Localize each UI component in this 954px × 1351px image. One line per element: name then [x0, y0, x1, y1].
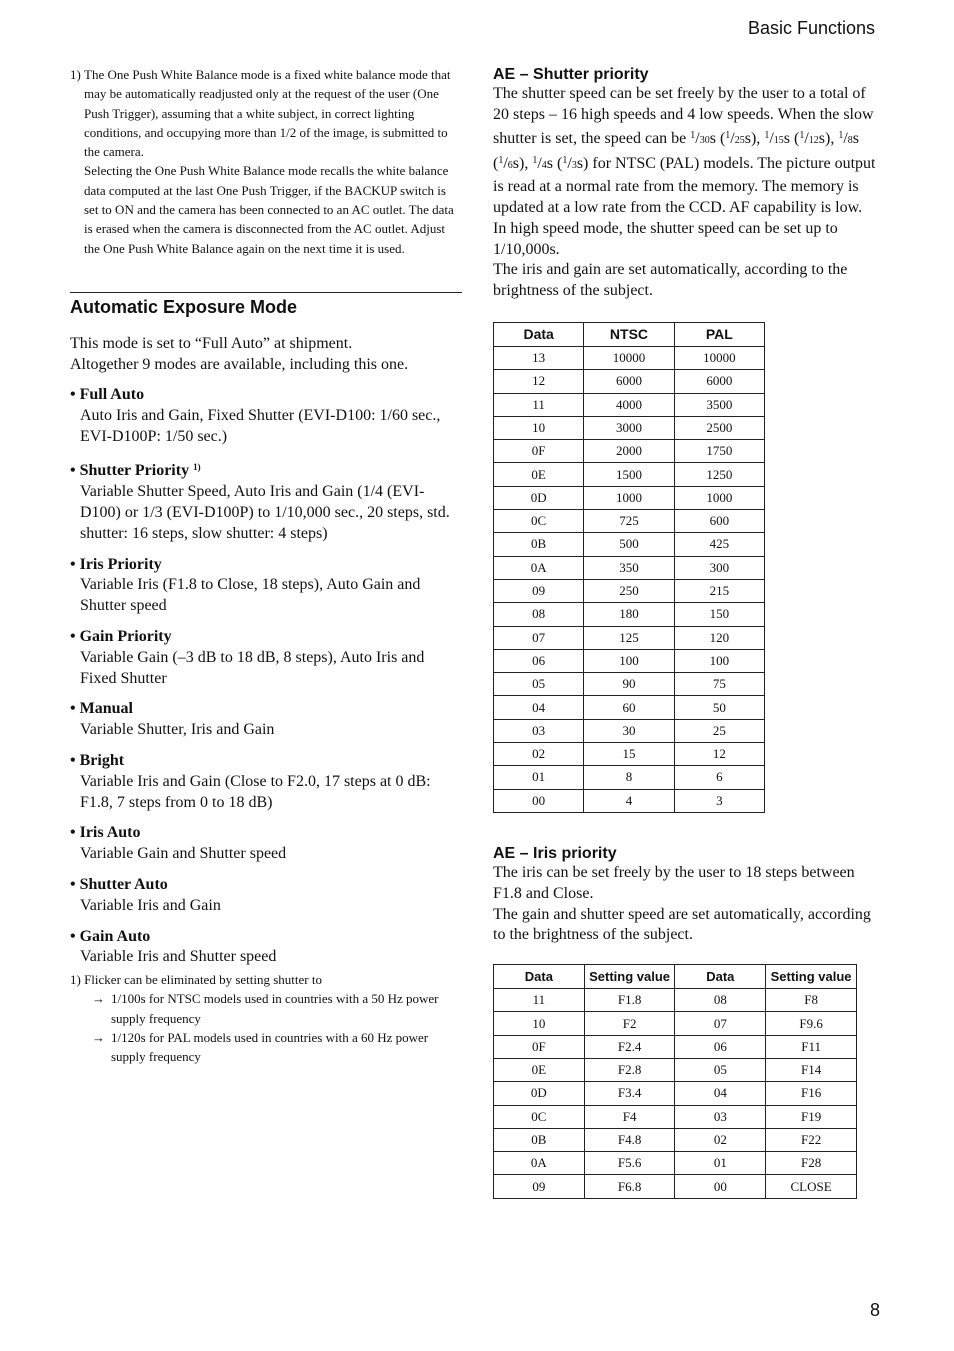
mode-title-text: • Shutter Auto — [70, 875, 168, 893]
mode-title-text: • Gain Priority — [70, 627, 172, 645]
table-cell: 250 — [584, 579, 674, 602]
shutter-priority-heading: AE – Shutter priority — [493, 66, 649, 83]
intro-line-1: This mode is set to “Full Auto” at shipment. — [70, 334, 353, 352]
table-cell: 08 — [494, 603, 584, 626]
table-header-row — [494, 322, 765, 346]
table-cell: 3000 — [584, 416, 674, 439]
table-cell: 0A — [494, 1152, 585, 1175]
section-intro — [70, 333, 462, 375]
table-cell: 2000 — [584, 440, 674, 463]
table-row — [494, 579, 765, 602]
table-row — [494, 510, 765, 533]
table-cell: 0F — [494, 1035, 585, 1058]
mode-title-text: • Full Auto — [70, 385, 145, 403]
table-cell: 0F — [494, 440, 584, 463]
table-row — [494, 989, 857, 1012]
table-cell: 6000 — [584, 370, 674, 393]
table-cell: F6.8 — [584, 1175, 675, 1198]
mode-description: Variable Gain and Shutter speed — [80, 845, 287, 863]
white-balance-note — [70, 65, 462, 258]
table-cell: 2500 — [674, 416, 764, 439]
column-header: Data — [494, 965, 585, 989]
table-row — [494, 696, 765, 719]
table-cell: F9.6 — [766, 1012, 857, 1035]
mode-title — [70, 823, 462, 844]
mode-item — [70, 457, 462, 544]
table-cell: F1.8 — [584, 989, 675, 1012]
column-header: Data — [494, 322, 584, 346]
table-cell: 08 — [675, 989, 766, 1012]
table-cell: 60 — [584, 696, 674, 719]
left-column — [70, 65, 462, 1067]
table-cell: 0A — [494, 556, 584, 579]
table-cell: CLOSE — [766, 1175, 857, 1198]
table-cell: 00 — [494, 789, 584, 812]
table-cell: 0D — [494, 486, 584, 509]
table-cell: 25 — [674, 719, 764, 742]
table-cell: 3 — [674, 789, 764, 812]
table-cell: 0C — [494, 1105, 585, 1128]
table-cell: 1000 — [674, 486, 764, 509]
table-cell: F19 — [766, 1105, 857, 1128]
table-cell: 75 — [674, 673, 764, 696]
table-cell: 09 — [494, 1175, 585, 1198]
footnote-item-pal-text: 1/120s for PAL models used in countries with a 60 Hz power supply frequency — [111, 1029, 429, 1065]
table-cell: 01 — [675, 1152, 766, 1175]
table-cell: 06 — [494, 649, 584, 672]
table-row — [494, 1035, 857, 1058]
mode-title-text: • Gain Auto — [70, 927, 151, 945]
table-cell: 1750 — [674, 440, 764, 463]
table-body — [494, 989, 857, 1199]
mode-title — [70, 751, 462, 772]
table-row — [494, 463, 765, 486]
table-row — [494, 743, 765, 766]
table-cell: 215 — [674, 579, 764, 602]
mode-list — [70, 385, 462, 968]
mode-item — [70, 627, 462, 689]
table-cell: 30 — [584, 719, 674, 742]
table-cell: 02 — [675, 1128, 766, 1151]
shutter-priority-paragraph-3: The iris and gain are set automatically, according to the brightness of the subject. — [493, 261, 848, 300]
table-cell: F14 — [766, 1058, 857, 1081]
table-cell: 10000 — [584, 346, 674, 369]
shutter-text-a: The shutter speed can be set freely by the user to a total of 20 steps – 16 high speeds and 4 low speeds. When the slow shutter is set, the speed can be — [493, 85, 874, 147]
mode-description: Variable Iris (F1.8 to Close, 18 steps), Auto Gain and Shutter speed — [80, 576, 421, 615]
table-cell: 8 — [584, 766, 674, 789]
table-cell: F28 — [766, 1152, 857, 1175]
table-cell: 0C — [494, 510, 584, 533]
column-header: PAL — [674, 322, 764, 346]
table-row — [494, 673, 765, 696]
table-cell: 00 — [675, 1175, 766, 1198]
table-cell: 01 — [494, 766, 584, 789]
table-row — [494, 719, 765, 742]
table-cell: 06 — [675, 1035, 766, 1058]
table-cell: 100 — [584, 649, 674, 672]
section-divider — [70, 292, 462, 293]
flicker-footnote — [70, 970, 462, 1066]
table-cell: 11 — [494, 989, 585, 1012]
table-row — [494, 1105, 857, 1128]
table-cell: 600 — [674, 510, 764, 533]
table-header-row — [494, 965, 857, 989]
table-cell: 09 — [494, 579, 584, 602]
footnote-item-pal — [70, 1028, 462, 1067]
mode-title-text: • Iris Priority — [70, 555, 162, 573]
table-cell: 04 — [494, 696, 584, 719]
table-cell: F5.6 — [584, 1152, 675, 1175]
mode-item — [70, 823, 462, 865]
table-cell: 425 — [674, 533, 764, 556]
mode-title-text: • Shutter Priority — [70, 462, 190, 480]
table-cell: 125 — [584, 626, 674, 649]
table-row — [494, 1152, 857, 1175]
column-header: Data — [675, 965, 766, 989]
page-number: 8 — [870, 1300, 881, 1320]
mode-title — [70, 875, 462, 896]
mode-title — [70, 699, 462, 720]
mode-item — [70, 751, 462, 813]
mode-title — [70, 385, 462, 406]
footnote-item-ntsc — [70, 989, 462, 1028]
table-cell: 13 — [494, 346, 584, 369]
table-row — [494, 1128, 857, 1151]
table-cell: 10 — [494, 416, 584, 439]
table-body — [494, 346, 765, 812]
table-cell: 1500 — [584, 463, 674, 486]
table-cell: F8 — [766, 989, 857, 1012]
table-cell: 10000 — [674, 346, 764, 369]
mode-item — [70, 385, 462, 447]
table-cell: 180 — [584, 603, 674, 626]
table-cell: F11 — [766, 1035, 857, 1058]
right-column — [493, 66, 885, 1199]
table-row — [494, 626, 765, 649]
shutter-text-b: for NTSC (PAL) models. The picture output is read at a normal rate from the memory. The memory is updated at a low rate from the CCD. AF capability is low. — [493, 155, 876, 216]
table-cell: 6 — [674, 766, 764, 789]
table-row — [494, 1012, 857, 1035]
arrow-right-icon: → — [92, 991, 105, 1007]
table-cell: 50 — [674, 696, 764, 719]
iris-priority-heading: AE – Iris priority — [493, 844, 617, 862]
table-row — [494, 1082, 857, 1105]
table-cell: 04 — [675, 1082, 766, 1105]
table-cell: 07 — [494, 626, 584, 649]
note-paragraph-1: The One Push White Balance mode is a fixed white balance mode that may be automatically readjusted only at the request of the user (One Push Trigger), assuming that a white subject, in correct lighting conditions, and occupying more than 1/2 of the image, is submitted to the camera. — [84, 67, 451, 160]
mode-description: Variable Iris and Gain — [80, 896, 221, 914]
table-cell: 100 — [674, 649, 764, 672]
table-cell: F3.4 — [584, 1082, 675, 1105]
mode-description: Auto Iris and Gain, Fixed Shutter (EVI-D100: 1/60 sec., EVI-D100P: 1/50 sec.) — [80, 406, 441, 445]
table-cell: 725 — [584, 510, 674, 533]
note-number: 1) — [70, 67, 81, 82]
table-cell: 03 — [494, 719, 584, 742]
table-row — [494, 649, 765, 672]
mode-description: Variable Shutter, Iris and Gain — [80, 721, 275, 739]
table-cell: 12 — [494, 370, 584, 393]
table-row — [494, 416, 765, 439]
section-title: Automatic Exposure Mode — [70, 296, 298, 317]
table-cell: 500 — [584, 533, 674, 556]
table-cell: 1000 — [584, 486, 674, 509]
table-cell: 0B — [494, 1128, 585, 1151]
mode-title-text: • Iris Auto — [70, 824, 141, 842]
table-cell: F4.8 — [584, 1128, 675, 1151]
iris-setting-table — [493, 964, 857, 1199]
mode-item — [70, 927, 462, 969]
shutter-speed-table — [493, 322, 765, 813]
table-cell: 05 — [675, 1058, 766, 1081]
table-cell: 0E — [494, 1058, 585, 1081]
mode-title — [70, 555, 462, 576]
footnote-item-ntsc-text: 1/100s for NTSC models used in countries with a 50 Hz power supply frequency — [111, 991, 439, 1026]
table-cell: F2 — [584, 1012, 675, 1035]
table-row — [494, 789, 765, 812]
table-cell: 4 — [584, 789, 674, 812]
table-row — [494, 346, 765, 369]
table-cell: F2.8 — [584, 1058, 675, 1081]
mode-title — [70, 927, 462, 948]
table-cell: 12 — [674, 743, 764, 766]
mode-title — [70, 627, 462, 648]
table-cell: 03 — [675, 1105, 766, 1128]
column-header: NTSC — [584, 322, 674, 346]
table-cell: 4000 — [584, 393, 674, 416]
table-cell: 11 — [494, 393, 584, 416]
table-cell: 07 — [675, 1012, 766, 1035]
table-cell: 120 — [674, 626, 764, 649]
table-cell: 0E — [494, 463, 584, 486]
mode-item — [70, 875, 462, 917]
mode-description: Variable Shutter Speed, Auto Iris and Gain (1/4 (EVI-D100) or 1/3 (EVI-D100P) to 1/10,000 sec., 20 steps, std. shutter: 16 steps, slow shutter: 4 steps) — [80, 483, 450, 542]
table-row — [494, 603, 765, 626]
arrow-right-icon: → — [92, 1029, 105, 1045]
table-cell: 3500 — [674, 393, 764, 416]
table-row — [494, 533, 765, 556]
mode-description: Variable Iris and Shutter speed — [80, 948, 277, 966]
mode-description: Variable Gain (–3 dB to 18 dB, 8 steps), Auto Iris and Fixed Shutter — [80, 648, 425, 687]
column-header: Setting value — [584, 965, 675, 989]
table-row — [494, 393, 765, 416]
mode-title — [70, 457, 462, 482]
mode-item — [70, 555, 462, 617]
table-cell: F4 — [584, 1105, 675, 1128]
iris-priority-paragraph-2: The gain and shutter speed are set automatically, according to the brightness of the subject. — [493, 905, 871, 944]
mode-item — [70, 699, 462, 741]
table-row — [494, 440, 765, 463]
mode-title-text: • Manual — [70, 700, 133, 718]
table-row — [494, 556, 765, 579]
table-cell: F2.4 — [584, 1035, 675, 1058]
table-cell: 300 — [674, 556, 764, 579]
table-cell: 0B — [494, 533, 584, 556]
table-row — [494, 766, 765, 789]
table-cell: 02 — [494, 743, 584, 766]
table-cell: 0D — [494, 1082, 585, 1105]
shutter-priority-paragraph-1: The shutter speed can be set freely by the user to a total of 20 steps – 16 high speeds and 4 low speeds. When the slow shutter is set, the speed can be $^1$/30s ($^1$/25s), $^1$/15s ($^1$/12s), $^1$/8s ($^1$/6s), $^1$/4s ($^1$/3s) for NTSC (PAL) models. The picture output is read at a normal rate from the memory. The memory is updated at a low rate from the CCD. AF capability is low. — [493, 85, 876, 216]
table-row — [494, 1175, 857, 1198]
footnote-lead: 1) Flicker can be eliminated by setting shutter to — [70, 972, 322, 988]
iris-priority-paragraph-1: The iris can be set freely by the user to 18 steps between F1.8 and Close. — [493, 863, 855, 902]
table-cell: 05 — [494, 673, 584, 696]
table-row — [494, 370, 765, 393]
table-cell: 10 — [494, 1012, 585, 1035]
footnote-marker: 1) — [193, 462, 201, 473]
table-cell: F16 — [766, 1082, 857, 1105]
table-cell: 90 — [584, 673, 674, 696]
mode-description: Variable Iris and Gain (Close to F2.0, 17 steps at 0 dB: F1.8, 7 steps from 0 to 18 dB) — [80, 772, 431, 811]
column-header: Setting value — [766, 965, 857, 989]
table-cell: 6000 — [674, 370, 764, 393]
shutter-priority-paragraph-2: In high speed mode, the shutter speed can be set up to 1/10,000s. — [493, 219, 838, 258]
table-cell: F22 — [766, 1128, 857, 1151]
intro-line-2: Altogether 9 modes are available, including this one. — [70, 355, 409, 373]
table-cell: 1250 — [674, 463, 764, 486]
note-paragraph-2: Selecting the One Push White Balance mode recalls the white balance data computed at the last One Push Trigger, if the BACKUP switch is set to ON and the camera has been connected to an AC outlet. The data is erased when the camera is disconnected from the AC outlet. Adjust the One Push White Balance again on the next time it is used. — [84, 163, 454, 256]
mode-title-text: • Bright — [70, 751, 125, 769]
table-row — [494, 486, 765, 509]
table-cell: 150 — [674, 603, 764, 626]
table-cell: 15 — [584, 743, 674, 766]
table-row — [494, 1058, 857, 1081]
table-cell: 350 — [584, 556, 674, 579]
header-title: Basic Functions — [748, 18, 876, 38]
